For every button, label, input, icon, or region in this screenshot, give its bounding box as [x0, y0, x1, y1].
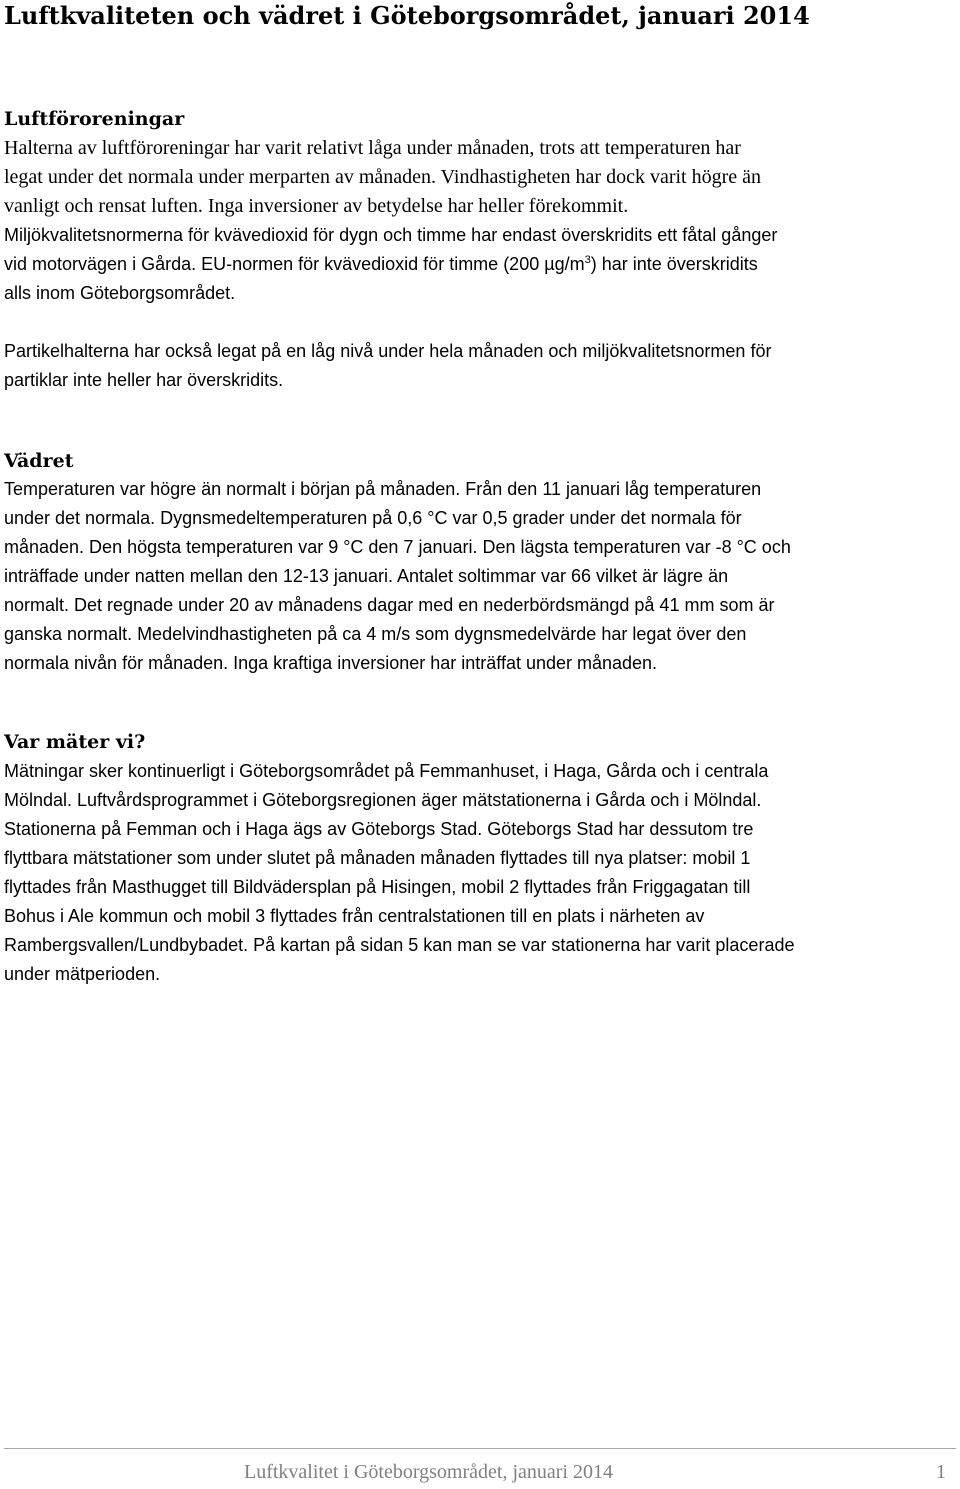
heading-weather: Vädret	[4, 450, 74, 472]
superscript: 3	[584, 254, 591, 266]
heading-where-we-measure: Var mäter vi?	[4, 731, 146, 753]
text-line: under det normala. Dygnsmedeltemperaturen på 0,6 °C var 0,5 grader under det normala för	[4, 508, 742, 528]
text-line: ganska normalt. Medelvindhastigheten på ca 4 m/s som dygnsmedelvärde har legat över den	[4, 624, 747, 644]
footer-divider	[4, 1448, 956, 1449]
text-segment: ) har inte överskridits	[590, 254, 758, 274]
text-line: normalt. Det regnade under 20 av månadens dagar med en nederbördsmängd på 41 mm som är	[4, 595, 775, 615]
text-line: partiklar inte heller har överskridits.	[4, 370, 284, 390]
text-line: Mätningar sker kontinuerligt i Göteborgsområdet på Femmanhuset, i Haga, Gårda och i centrala	[4, 761, 769, 781]
paragraph-particles	[4, 337, 944, 395]
text-line: Partikelhalterna har också legat på en låg nivå under hela månaden och miljökvalitetsnormen för	[4, 341, 772, 361]
text-line: alls inom Göteborgsområdet.	[4, 283, 236, 303]
text-line: flyttbara mätstationer som under slutet på månaden månaden flyttades till nya platser: mobil 1	[4, 848, 751, 868]
heading-air-pollution: Luftföroreningar	[4, 108, 185, 130]
text-line: normala nivån för månaden. Inga kraftiga inversioner har inträffat under månaden.	[4, 653, 658, 673]
text-line: legat under det normala under merparten av månaden. Vindhastigheten har dock varit högre än	[4, 166, 762, 188]
text-line: Halterna av luftföroreningar har varit relativt låga under månaden, trots att temperaturen har	[4, 137, 741, 159]
paragraph-measurement	[4, 757, 944, 989]
text-line: månaden. Den högsta temperaturen var 9 °C den 7 januari. Den lägsta temperaturen var -8 °C och	[4, 537, 791, 557]
footer-title: Luftkvalitet i Göteborgsområdet, januari 2014	[244, 1461, 613, 1483]
text-segment: vid motorvägen i Gårda. EU-normen för kvävedioxid för timme (200 µg/m	[4, 254, 585, 274]
text-line	[4, 250, 944, 279]
text-line: Rambergsvallen/Lundbybadet. På kartan på sidan 5 kan man se var stationerna har varit placerade	[4, 935, 795, 955]
text-line: Stationerna på Femman och i Haga ägs av Göteborgs Stad. Göteborgs Stad har dessutom tre	[4, 819, 754, 839]
text-line: inträffade under natten mellan den 12-13 januari. Antalet soltimmar var 66 vilket är lägre än	[4, 566, 729, 586]
document-title: Luftkvaliteten och vädret i Göteborgsområdet, januari 2014	[4, 1, 810, 30]
paragraph-weather	[4, 475, 944, 678]
page-number: 1	[936, 1461, 946, 1483]
text-line: Bohus i Ale kommun och mobil 3 flyttades från centralstationen till en plats i närheten av	[4, 906, 705, 926]
text-line: flyttades från Masthugget till Bildvädersplan på Hisingen, mobil 2 flyttades från Friggagatan till	[4, 877, 751, 897]
text-line: vanligt och rensat luften. Inga inversioner av betydelse har heller förekommit.	[4, 195, 629, 217]
text-line: under mätperioden.	[4, 964, 161, 984]
paragraph-air-pollution	[4, 134, 944, 308]
text-line: Temperaturen var högre än normalt i början på månaden. Från den 11 januari låg temperaturen	[4, 479, 762, 499]
text-line: Mölndal. Luftvårdsprogrammet i Göteborgsregionen äger mätstationerna i Gårda och i Mölndal.	[4, 790, 762, 810]
text-line: Miljökvalitetsnormerna för kvävedioxid för dygn och timme har endast överskridits ett fåtal gånger	[4, 225, 778, 245]
